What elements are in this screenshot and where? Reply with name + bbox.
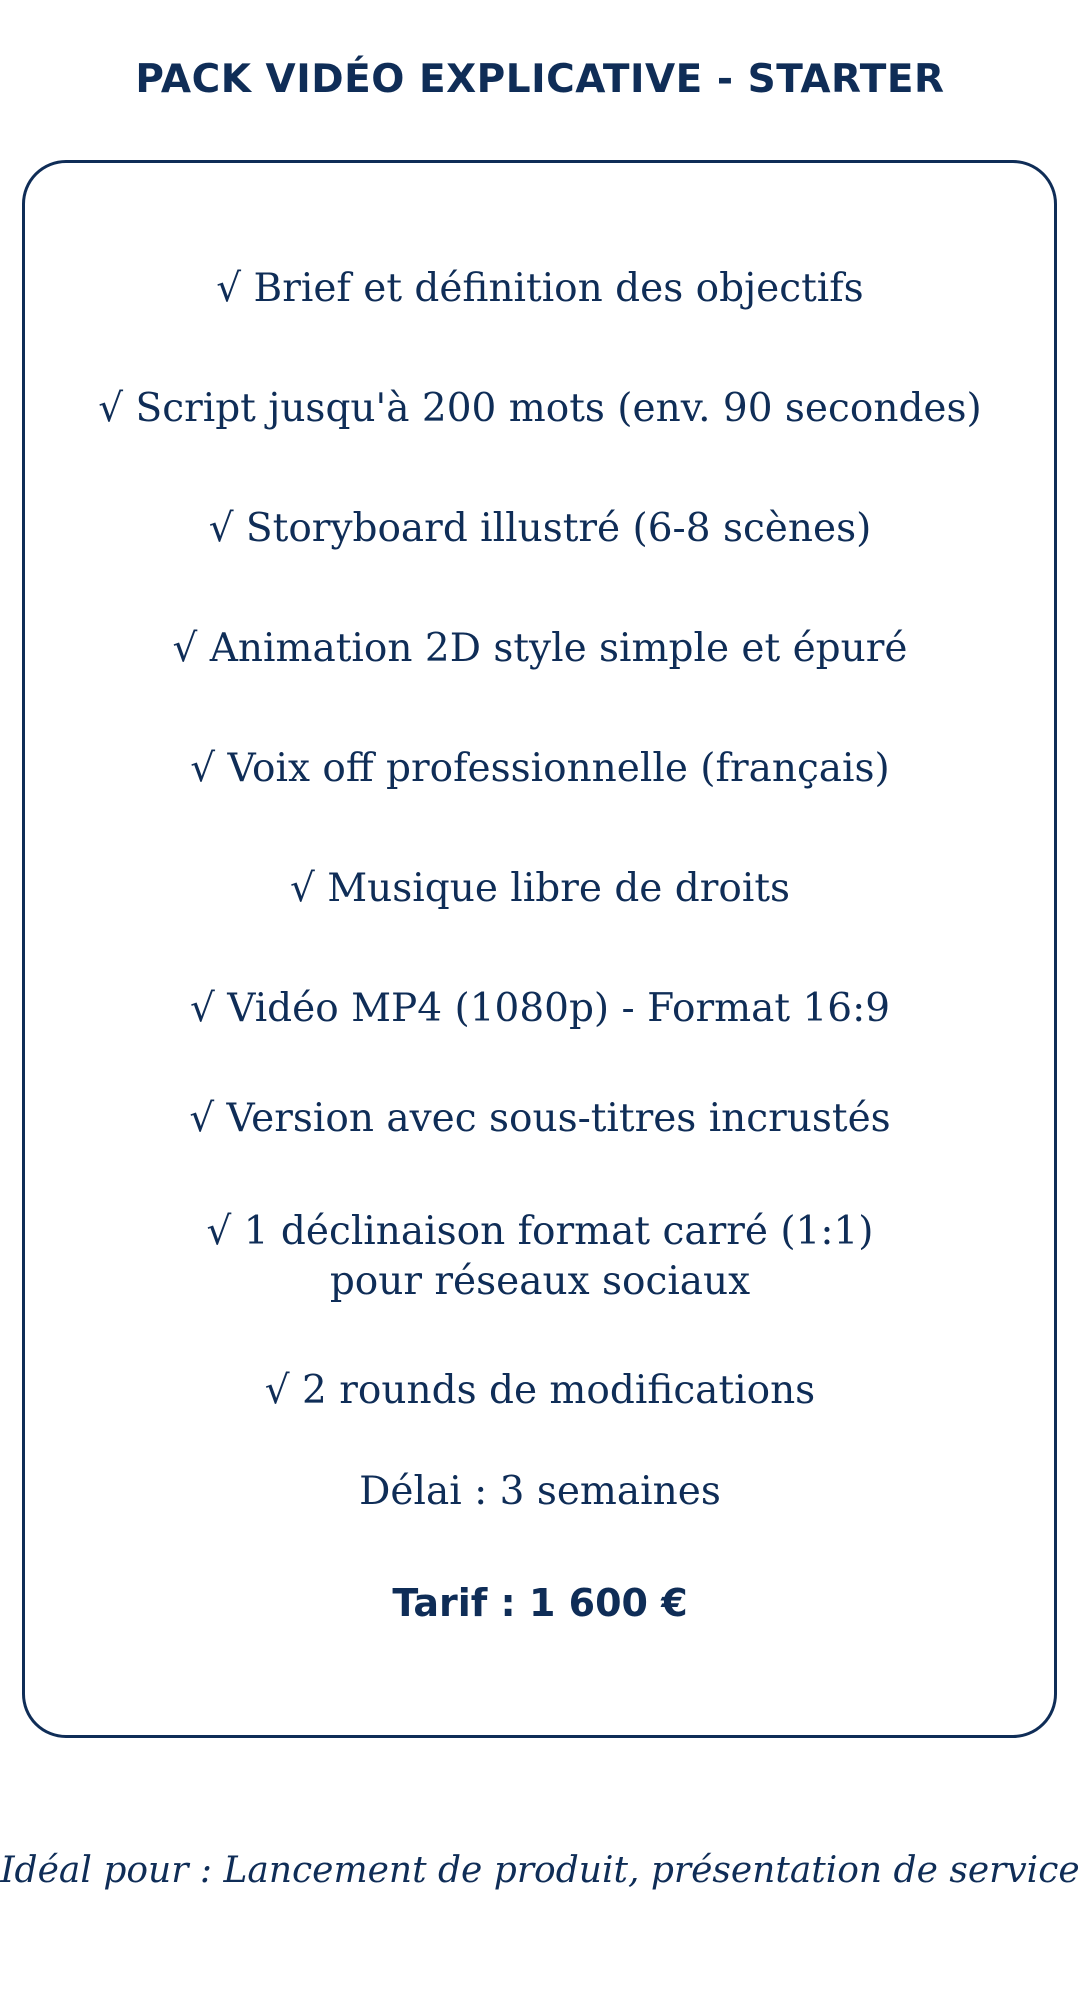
feature-square-format-line2: pour réseaux sociaux — [329, 1259, 751, 1304]
feature-square-format — [0, 1207, 1080, 1307]
feature-music: √ Musique libre de droits — [289, 866, 791, 911]
feature-video-format: √ Vidéo MP4 (1080p) - Format 16:9 — [189, 986, 891, 1031]
feature-square-format-line1: √ 1 déclinaison format carré (1:1) — [206, 1209, 874, 1254]
feature-voiceover: √ Voix off professionnelle (français) — [190, 746, 890, 791]
feature-script: √ Script jusqu'à 200 mots (env. 90 secondes) — [98, 386, 982, 431]
feature-animation: √ Animation 2D style simple et épuré — [172, 626, 908, 671]
feature-subtitles: √ Version avec sous-titres incrustés — [189, 1096, 891, 1141]
feature-brief: √ Brief et définition des objectifs — [216, 266, 864, 311]
feature-storyboard: √ Storyboard illustré (6-8 scènes) — [208, 506, 872, 551]
ideal-for-text: Idéal pour : Lancement de produit, présentation de service — [0, 1850, 1080, 1891]
delivery-delay: Délai : 3 semaines — [359, 1469, 721, 1514]
page-title: PACK VIDÉO EXPLICATIVE - STARTER — [135, 57, 945, 102]
feature-revisions: √ 2 rounds de modifications — [264, 1368, 816, 1413]
price: Tarif : 1 600 € — [392, 1581, 688, 1625]
